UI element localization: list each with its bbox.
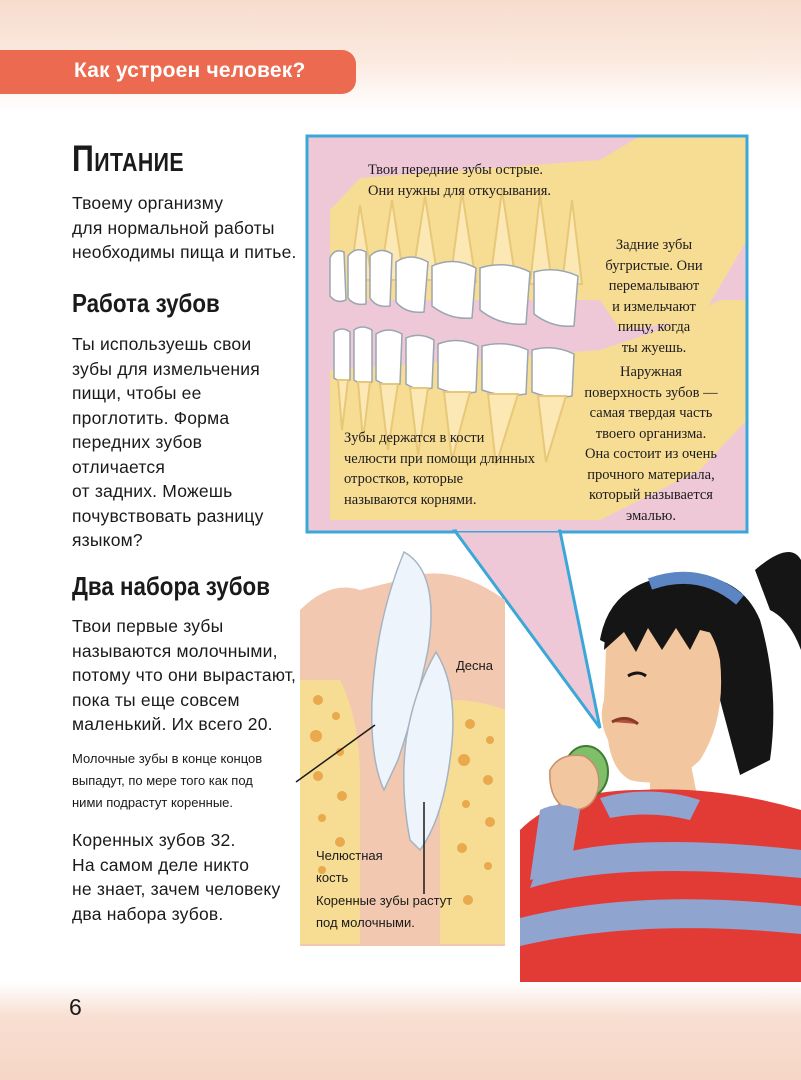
milk-teeth-caption: Молочные зубы в конце концов выпадут, по мере того как под ними подрастут коренные.	[72, 751, 263, 810]
permanent-teeth-text: Коренных зубов 32. На самом деле никто не знает, зачем человеку два набора зубов.	[72, 830, 281, 924]
permanent-teeth-label: Коренные зубы растут под молочными.	[316, 893, 453, 930]
two-sets-text: Твои первые зубы называются молочными, потому что они вырастают, пока ты еще совсем маленький. Их всего 20.	[72, 616, 297, 734]
two-sets-heading: Два набора зубов	[72, 571, 270, 601]
enamel-label: Наружная поверхность зубов — самая твердая часть твоего организма. Она состоит из очень прочного материала, который называется эмалью.	[584, 364, 718, 524]
page-title: Питание	[72, 138, 185, 179]
teeth-work-heading: Работа зубов	[72, 288, 220, 318]
jawbone-label: Челюстная кость	[316, 848, 383, 885]
roots-label: Зубы держатся в кости челюсти при помощи длинных отростков, которые называются корнями.	[344, 430, 535, 508]
page-number: 6	[69, 994, 82, 1020]
back-teeth-label: Задние зубы бугристые. Они перемалывают и измельчают пищу, когда ты жуешь.	[605, 237, 703, 356]
gum-label: Десна	[456, 658, 493, 673]
teeth-work-text: Ты используешь свои зубы для измельчения пищи, чтобы ее проглотить. Форма передних зубов отличается от задних. Можешь почувствовать разницу языком?	[72, 334, 264, 550]
section-title: Как устроен человек?	[74, 59, 306, 82]
front-teeth-label: Твои передние зубы острые. Они нужны для откусывания.	[368, 162, 552, 199]
intro-text: Твоему организму для нормальной работы необходимы пища и питье.	[72, 193, 297, 262]
